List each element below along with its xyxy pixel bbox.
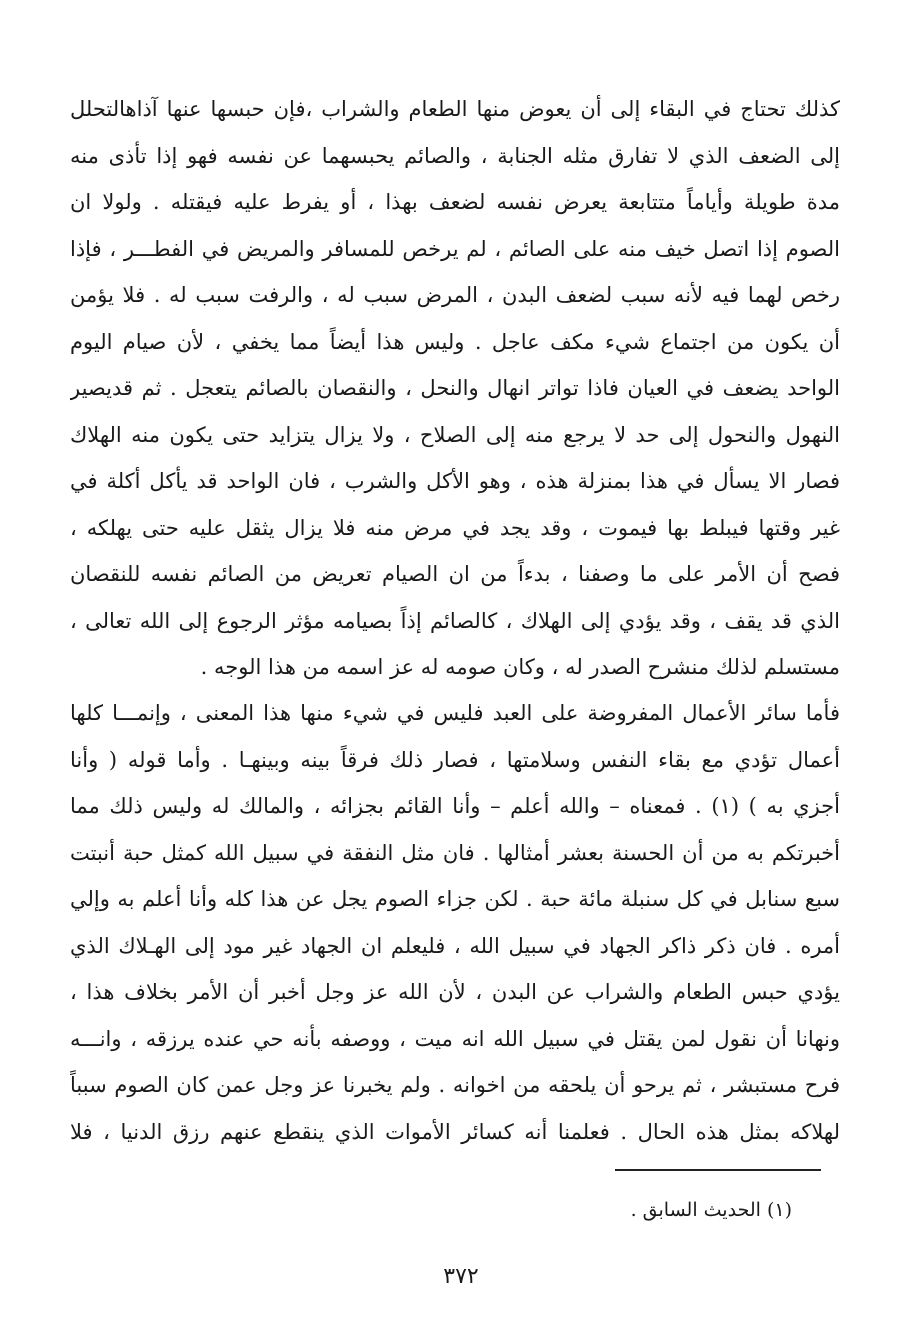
footnote: (١) الحديث السابق . [630, 1199, 792, 1221]
page-number: ٣٧٢ [443, 1264, 479, 1289]
text-line: أمره . فان ذكر ذاكر الجهاد في سبيل الله ، فليعلم ان الجهاد غير مود إلى الهـلاك الذي [70, 933, 840, 958]
text-line: مستسلم لذلك منشرح الصدر له ، وكان صومه له عز اسمه من هذا الوجه . [200, 655, 840, 679]
text-line: رخص لهما فيه لأنه سبب لضعف البدن ، المرض سبب له ، والرفت سبب له . فلا يؤمن [70, 283, 840, 307]
text-line: يؤدي حبس الطعام والشراب عن البدن ، لأن الله عز وجل أخبر أن الأمر بخلاف هذا ، [70, 980, 840, 1004]
text-line: لهلاكه بمثل هذه الحال . فعلمنا أنه كسائر الأموات الذي ينقطع عنهم رزق الدنيا ، فلا [70, 1119, 840, 1144]
paragraph-1 [70, 86, 840, 691]
text-line: كذلك تحتاج في البقاء إلى أن يعوض منها الطعام والشراب ،فإن حبسها عنها آذاهالتحلل [70, 97, 840, 121]
text-line: ونهانا أن نقول لمن يقتل في سبيل الله انه ميت ، ووصفه بأنه حي عنده يرزقه ، وانـــه [70, 1026, 840, 1051]
text-line: فصار الا يسأل في هذا بمنزلة هذه ، وهو الأكل والشرب ، فان الواحد قد يأكل أكلة في [70, 469, 840, 493]
text-line: أن يكون من اجتماع شيء مكف عاجل . وليس هذا أيضاً مما يخفي ، لأن صيام اليوم [70, 329, 840, 354]
text-line: فأما سائر الأعمال المفروضة على العبد فليس في شيء منها هذا المعنى ، وإنمـــا كلها [70, 701, 840, 725]
footnote-divider [615, 1169, 821, 1171]
text-line: فرح مستبشر ، ثم يرحو أن يلحقه من اخوانه . ولم يخبرنا عز وجل عمن كان الصوم سبباً [70, 1073, 840, 1097]
text-line: فصح أن الأمر على ما وصفنا ، بدءاً من ان الصيام تعريض من الصائم نفسه للنقصان [70, 562, 840, 586]
text-line: غير وقتها فيبلط بها فيموت ، وقد يجد في مرض منه فلا يزال يثقل عليه حتى يهلكه ، [70, 515, 840, 540]
paragraph-2 [70, 690, 840, 1155]
text-line: مدة طويلة وأياماً متتابعة يعرض نفسه لضعف بهذا ، أو يفرط عليه فيقتله . ولولا ان [70, 190, 840, 214]
text-line: سبع سنابل في كل سنبلة مائة حبة . لكن جزاء الصوم يجل عن هذا كله وأنا أعلم به وإلي [70, 887, 840, 911]
text-line: الواحد يضعف في العيان فاذا تواتر انهال والنحل ، والنقصان بالصائم يتعجل . ثم قديصير [70, 376, 840, 400]
text-line: أجزي به ) (١) . فمعناه – والله أعلم – وأنا القائم بجزائه ، والمالك له وليس ذلك مما [70, 794, 840, 818]
text-line: إلى الضعف الذي لا تفارق مثله الجنابة ، والصائم يحبسهما عن نفسه فهو إذا تأذى منه [70, 143, 840, 168]
text-line: أعمال تؤدي مع بقاء النفس وسلامتها ، فصار ذلك فرقاً بينه وبينهـا . وأما قوله ( وأنا [70, 747, 840, 772]
text-line: الذي قد يقف ، وقد يؤدي إلى الهلاك ، كالصائم إذاً بصيامه مؤثر الرجوع إلى الله تعالى ، [70, 608, 840, 633]
text-line: النهول والنحول إلى حد لا يرجع منه إلى الصلاح ، ولا يزال يتزايد حتى يكون منه الهلاك [70, 422, 840, 447]
text-line: الصوم إذا اتصل خيف منه على الصائم ، لم يرخص للمسافر والمريض في الفطـــر ، فإذا [70, 236, 840, 261]
text-line: أخبرتكم به من أن الحسنة بعشر أمثالها . فان مثل النفقة في سبيل الله كمثل حبة أنبتت [70, 840, 840, 865]
